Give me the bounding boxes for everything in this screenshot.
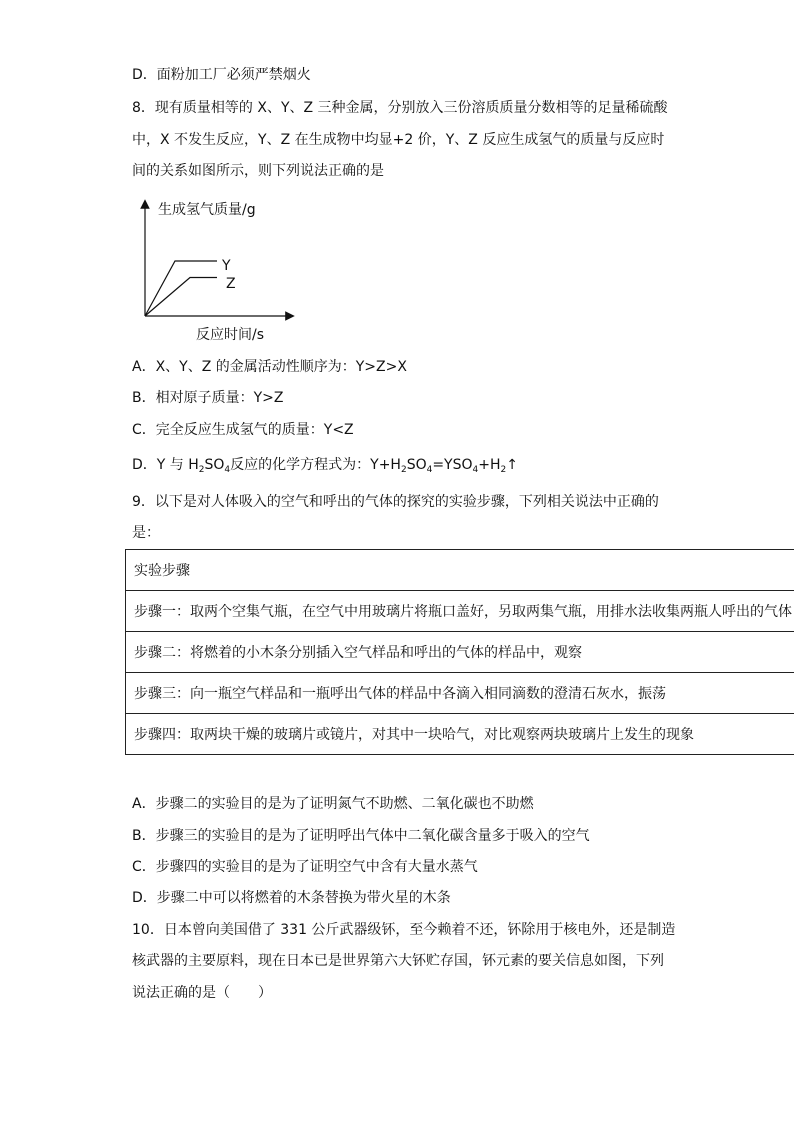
q10-stem-line2: 核武器的主要原料，现在日本已是世界第六大钚贮存国，钚元素的要关信息如图，下列 xyxy=(132,953,664,969)
table-row xyxy=(126,714,794,755)
table-cell-step1: 步骤一：取两个空集气瓶，在空气中用玻璃片将瓶口盖好，另取两集气瓶，用排水法收集两瓶人呼出的气体 xyxy=(126,591,794,632)
q8-d-text: +H xyxy=(478,457,501,473)
q9-option-c: C．步骤四的实验目的是为了证明空气中含有大量水蒸气 xyxy=(132,859,478,875)
q8-stem-line2: 中，X 不发生反应，Y、Z 在生成物中均显+2 价，Y、Z 反应生成氢气的质量与反应时 xyxy=(132,132,665,148)
table-row xyxy=(126,673,794,714)
q8-option-a: A．X、Y、Z 的金属活动性顺序为：Y>Z>X xyxy=(132,359,407,375)
q8-d-text: 反应的化学方程式为：Y+H xyxy=(230,457,401,473)
table-cell-step3: 步骤三：向一瓶空气样品和一瓶呼出气体的样品中各滴入相同滴数的澄清石灰水，振荡 xyxy=(126,673,794,714)
q8-option-b: B．相对原子质量：Y>Z xyxy=(132,390,284,406)
experiment-steps-table xyxy=(125,549,794,755)
q9-stem-line2: 是： xyxy=(132,525,160,541)
q8-d-sub: 4 xyxy=(224,465,231,475)
q8-d-text: SO xyxy=(406,457,427,473)
q8-d-text: =YSO xyxy=(432,457,473,473)
table-row xyxy=(126,632,794,673)
q9-option-a: A．步骤二的实验目的是为了证明氮气不助燃、二氧化碳也不助燃 xyxy=(132,796,534,812)
q8-stem-line3: 间的关系如图所示，则下列说法正确的是 xyxy=(132,163,384,179)
q8-d-sub: 4 xyxy=(426,465,433,475)
series-z-label: Z xyxy=(226,276,236,292)
y-axis-label: 生成氢气质量/g xyxy=(158,202,256,218)
series-y-label: Y xyxy=(222,258,231,274)
q8-d-sub: 2 xyxy=(400,465,407,475)
q8-d-sub: 4 xyxy=(472,465,479,475)
table-row xyxy=(126,591,794,632)
q8-option-c: C．完全反应生成氢气的质量：Y<Z xyxy=(132,422,354,438)
q8-d-sub: 2 xyxy=(198,465,205,475)
q8-d-sub: 2 xyxy=(500,465,507,475)
q9-option-b: B．步骤三的实验目的是为了证明呼出气体中二氧化碳含量多于吸入的空气 xyxy=(132,828,590,844)
table-cell-step2: 步骤二：将燃着的小木条分别插入空气样品和呼出的气体的样品中，观察 xyxy=(126,632,794,673)
q7-option-d: D．面粉加工厂必须严禁烟火 xyxy=(132,67,311,83)
q10-stem-line3: 说法正确的是（ ） xyxy=(132,985,272,1001)
q8-d-text: SO xyxy=(204,457,225,473)
q9-stem-line1: 9．以下是对人体吸入的空气和呼出的气体的探究的实验步骤，下列相关说法中正确的 xyxy=(132,494,659,510)
q9-option-d: D．步骤二中可以将燃着的木条替换为带火星的木条 xyxy=(132,890,451,906)
q10-stem-line1: 10．日本曾向美国借了 331 公斤武器级钚，至今赖着不还，钚除用于核电外，还是制造 xyxy=(132,922,676,938)
table-cell-step4: 步骤四：取两块干燥的玻璃片或镜片，对其中一块哈气，对比观察两块玻璃片上发生的现象 xyxy=(126,714,794,755)
x-axis-label: 反应时间/s xyxy=(196,327,265,343)
q8-stem-line1: 8．现有质量相等的 X、Y、Z 三种金属，分别放入三份溶质质量分数相等的足量稀硫酸 xyxy=(132,100,668,116)
table-row xyxy=(126,550,794,591)
q8-d-arrow: ↑ xyxy=(506,457,518,473)
q8-d-text: D．Y 与 H xyxy=(132,457,199,473)
table-header-cell: 实验步骤 xyxy=(126,550,794,591)
